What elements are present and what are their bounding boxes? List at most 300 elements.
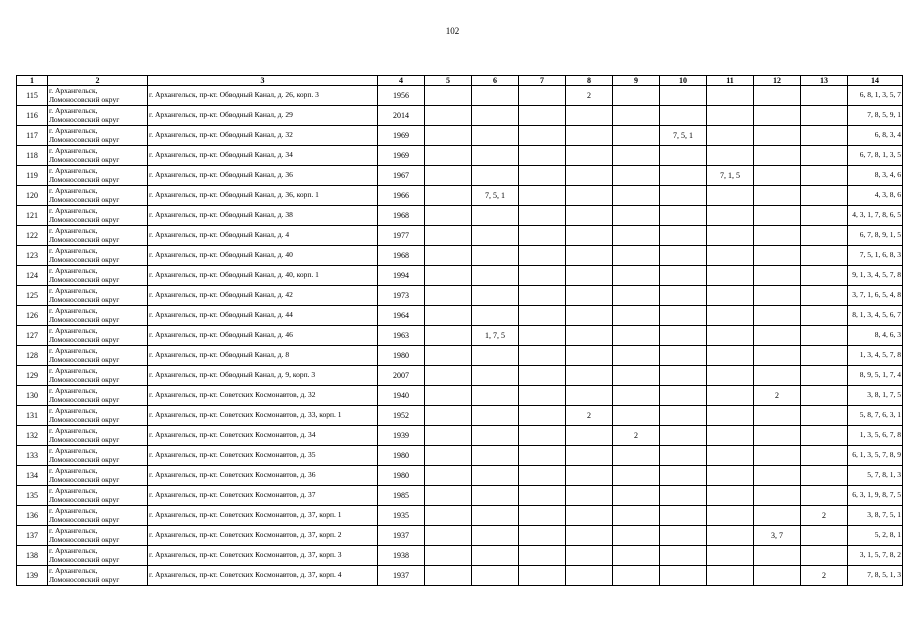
col6-cell <box>472 106 519 126</box>
address-cell: г. Архангельск, пр-кт. Обводный Канал, д. 38 <box>148 206 378 226</box>
row-number: 139 <box>17 566 48 586</box>
col12-cell: 3, 7 <box>754 526 801 546</box>
col8-cell <box>566 226 613 246</box>
column-header-6: 6 <box>472 76 519 86</box>
col7-cell <box>519 106 566 126</box>
col9-cell <box>613 166 660 186</box>
col7-cell <box>519 186 566 206</box>
table-row <box>17 206 903 226</box>
col13-cell <box>801 226 848 246</box>
col6-cell <box>472 206 519 226</box>
col11-cell <box>707 486 754 506</box>
district-cell: г. Архангельск, Ломоносовский округ <box>48 466 148 486</box>
col10-cell <box>660 246 707 266</box>
col14-cell: 4, 3, 8, 6 <box>848 186 903 206</box>
col14-cell: 6, 8, 3, 4 <box>848 126 903 146</box>
address-cell: г. Архангельск, пр-кт. Обводный Канал, д. 36, корп. 1 <box>148 186 378 206</box>
col5-cell <box>425 566 472 586</box>
address-cell: г. Архангельск, пр-кт. Обводный Канал, д. 4 <box>148 226 378 246</box>
column-header-9: 9 <box>613 76 660 86</box>
address-cell: г. Архангельск, пр-кт. Обводный Канал, д. 34 <box>148 146 378 166</box>
table-row <box>17 326 903 346</box>
col10-cell <box>660 486 707 506</box>
col14-cell: 1, 3, 4, 5, 7, 8 <box>848 346 903 366</box>
col13-cell <box>801 526 848 546</box>
col6-cell: 1, 7, 5 <box>472 326 519 346</box>
col6-cell <box>472 306 519 326</box>
col8-cell <box>566 546 613 566</box>
district-cell: г. Архангельск, Ломоносовский округ <box>48 86 148 106</box>
col7-cell <box>519 246 566 266</box>
col9-cell <box>613 186 660 206</box>
col7-cell <box>519 526 566 546</box>
col11-cell <box>707 266 754 286</box>
column-header-3: 3 <box>148 76 378 86</box>
col14-cell: 5, 7, 8, 1, 3 <box>848 466 903 486</box>
col13-cell <box>801 366 848 386</box>
col10-cell <box>660 206 707 226</box>
district-cell: г. Архангельск, Ломоносовский округ <box>48 306 148 326</box>
address-cell: г. Архангельск, пр-кт. Советских Космонавтов, д. 37 <box>148 486 378 506</box>
col5-cell <box>425 246 472 266</box>
col10-cell <box>660 346 707 366</box>
col6-cell <box>472 406 519 426</box>
column-header-7: 7 <box>519 76 566 86</box>
col7-cell <box>519 166 566 186</box>
year-cell: 1940 <box>378 386 425 406</box>
registry-table <box>16 75 903 586</box>
table-row <box>17 466 903 486</box>
col9-cell <box>613 86 660 106</box>
district-cell: г. Архангельск, Ломоносовский округ <box>48 326 148 346</box>
col8-cell <box>566 146 613 166</box>
row-number: 125 <box>17 286 48 306</box>
col10-cell <box>660 326 707 346</box>
col12-cell <box>754 346 801 366</box>
col8-cell <box>566 386 613 406</box>
col8-cell <box>566 286 613 306</box>
year-cell: 1980 <box>378 466 425 486</box>
col7-cell <box>519 406 566 426</box>
col13-cell <box>801 126 848 146</box>
col8-cell <box>566 466 613 486</box>
col5-cell <box>425 186 472 206</box>
col14-cell: 4, 3, 1, 7, 8, 6, 5 <box>848 206 903 226</box>
col9-cell <box>613 406 660 426</box>
row-number: 130 <box>17 386 48 406</box>
address-cell: г. Архангельск, пр-кт. Обводный Канал, д. 40 <box>148 246 378 266</box>
row-number: 117 <box>17 126 48 146</box>
col7-cell <box>519 506 566 526</box>
col8-cell <box>566 186 613 206</box>
row-number: 134 <box>17 466 48 486</box>
col13-cell <box>801 446 848 466</box>
col14-cell: 6, 8, 1, 3, 5, 7 <box>848 86 903 106</box>
column-header-12: 12 <box>754 76 801 86</box>
col11-cell <box>707 106 754 126</box>
address-cell: г. Архангельск, пр-кт. Советских Космонавтов, д. 37, корп. 1 <box>148 506 378 526</box>
row-number: 132 <box>17 426 48 446</box>
row-number: 123 <box>17 246 48 266</box>
col7-cell <box>519 86 566 106</box>
col11-cell <box>707 546 754 566</box>
col14-cell: 8, 4, 6, 3 <box>848 326 903 346</box>
col7-cell <box>519 206 566 226</box>
col12-cell <box>754 426 801 446</box>
col10-cell <box>660 566 707 586</box>
col6-cell: 7, 5, 1 <box>472 186 519 206</box>
table-row <box>17 486 903 506</box>
col5-cell <box>425 286 472 306</box>
col6-cell <box>472 366 519 386</box>
col11-cell <box>707 446 754 466</box>
row-number: 128 <box>17 346 48 366</box>
col6-cell <box>472 266 519 286</box>
col6-cell <box>472 86 519 106</box>
table-row <box>17 506 903 526</box>
address-cell: г. Архангельск, пр-кт. Советских Космонавтов, д. 34 <box>148 426 378 446</box>
col12-cell <box>754 86 801 106</box>
col6-cell <box>472 566 519 586</box>
col9-cell: 2 <box>613 426 660 446</box>
table-row <box>17 126 903 146</box>
year-cell: 1994 <box>378 266 425 286</box>
col7-cell <box>519 306 566 326</box>
district-cell: г. Архангельск, Ломоносовский округ <box>48 126 148 146</box>
district-cell: г. Архангельск, Ломоносовский округ <box>48 546 148 566</box>
col9-cell <box>613 486 660 506</box>
col11-cell <box>707 286 754 306</box>
col13-cell: 2 <box>801 566 848 586</box>
address-cell: г. Архангельск, пр-кт. Советских Космонавтов, д. 36 <box>148 466 378 486</box>
col13-cell <box>801 206 848 226</box>
col5-cell <box>425 306 472 326</box>
col7-cell <box>519 386 566 406</box>
year-cell: 2014 <box>378 106 425 126</box>
col13-cell <box>801 426 848 446</box>
col6-cell <box>472 346 519 366</box>
col8-cell <box>566 306 613 326</box>
col11-cell <box>707 366 754 386</box>
col14-cell: 3, 8, 7, 5, 1 <box>848 506 903 526</box>
row-number: 118 <box>17 146 48 166</box>
district-cell: г. Архангельск, Ломоносовский округ <box>48 286 148 306</box>
col13-cell <box>801 106 848 126</box>
col5-cell <box>425 366 472 386</box>
col7-cell <box>519 466 566 486</box>
table-row <box>17 566 903 586</box>
col7-cell <box>519 286 566 306</box>
column-header-10: 10 <box>660 76 707 86</box>
col12-cell <box>754 366 801 386</box>
col12-cell <box>754 506 801 526</box>
col13-cell <box>801 286 848 306</box>
col14-cell: 7, 8, 5, 1, 3 <box>848 566 903 586</box>
col6-cell <box>472 226 519 246</box>
col10-cell <box>660 546 707 566</box>
col6-cell <box>472 446 519 466</box>
col12-cell <box>754 266 801 286</box>
year-cell: 1964 <box>378 306 425 326</box>
row-number: 116 <box>17 106 48 126</box>
col12-cell: 2 <box>754 386 801 406</box>
district-cell: г. Архангельск, Ломоносовский округ <box>48 426 148 446</box>
col5-cell <box>425 326 472 346</box>
col9-cell <box>613 306 660 326</box>
year-cell: 1977 <box>378 226 425 246</box>
column-header-4: 4 <box>378 76 425 86</box>
col9-cell <box>613 246 660 266</box>
col5-cell <box>425 546 472 566</box>
col9-cell <box>613 546 660 566</box>
col8-cell <box>566 366 613 386</box>
district-cell: г. Архангельск, Ломоносовский округ <box>48 486 148 506</box>
col7-cell <box>519 226 566 246</box>
table-row <box>17 306 903 326</box>
col8-cell <box>566 166 613 186</box>
row-number: 137 <box>17 526 48 546</box>
col9-cell <box>613 206 660 226</box>
col6-cell <box>472 246 519 266</box>
table-row <box>17 226 903 246</box>
address-cell: г. Архангельск, пр-кт. Советских Космонавтов, д. 32 <box>148 386 378 406</box>
col8-cell <box>566 506 613 526</box>
col5-cell <box>425 166 472 186</box>
district-cell: г. Архангельск, Ломоносовский округ <box>48 106 148 126</box>
address-cell: г. Архангельск, пр-кт. Обводный Канал, д. 42 <box>148 286 378 306</box>
col14-cell: 3, 8, 1, 7, 5 <box>848 386 903 406</box>
col11-cell <box>707 346 754 366</box>
col5-cell <box>425 486 472 506</box>
col14-cell: 6, 1, 3, 5, 7, 8, 9 <box>848 446 903 466</box>
col11-cell <box>707 86 754 106</box>
col9-cell <box>613 126 660 146</box>
district-cell: г. Архангельск, Ломоносовский округ <box>48 506 148 526</box>
col12-cell <box>754 326 801 346</box>
col11-cell <box>707 246 754 266</box>
year-cell: 1967 <box>378 166 425 186</box>
row-number: 115 <box>17 86 48 106</box>
address-cell: г. Архангельск, пр-кт. Советских Космонавтов, д. 33, корп. 1 <box>148 406 378 426</box>
col14-cell: 7, 5, 1, 6, 8, 3 <box>848 246 903 266</box>
address-cell: г. Архангельск, пр-кт. Обводный Канал, д. 36 <box>148 166 378 186</box>
col12-cell <box>754 406 801 426</box>
col10-cell <box>660 166 707 186</box>
col10-cell <box>660 506 707 526</box>
col7-cell <box>519 346 566 366</box>
col5-cell <box>425 386 472 406</box>
col5-cell <box>425 106 472 126</box>
address-cell: г. Архангельск, пр-кт. Советских Космонавтов, д. 37, корп. 3 <box>148 546 378 566</box>
column-header-13: 13 <box>801 76 848 86</box>
col14-cell: 9, 1, 3, 4, 5, 7, 8 <box>848 266 903 286</box>
year-cell: 1969 <box>378 126 425 146</box>
col8-cell <box>566 566 613 586</box>
col8-cell <box>566 426 613 446</box>
col11-cell <box>707 306 754 326</box>
address-cell: г. Архангельск, пр-кт. Обводный Канал, д. 9, корп. 3 <box>148 366 378 386</box>
col12-cell <box>754 166 801 186</box>
col14-cell: 7, 8, 5, 9, 1 <box>848 106 903 126</box>
col10-cell <box>660 106 707 126</box>
table-row <box>17 546 903 566</box>
row-number: 129 <box>17 366 48 386</box>
col7-cell <box>519 266 566 286</box>
col6-cell <box>472 526 519 546</box>
col12-cell <box>754 466 801 486</box>
col6-cell <box>472 506 519 526</box>
year-cell: 1973 <box>378 286 425 306</box>
col14-cell: 1, 3, 5, 6, 7, 8 <box>848 426 903 446</box>
col13-cell <box>801 146 848 166</box>
table-row <box>17 166 903 186</box>
district-cell: г. Архангельск, Ломоносовский округ <box>48 186 148 206</box>
col10-cell <box>660 226 707 246</box>
col5-cell <box>425 206 472 226</box>
district-cell: г. Архангельск, Ломоносовский округ <box>48 386 148 406</box>
row-number: 138 <box>17 546 48 566</box>
col9-cell <box>613 506 660 526</box>
district-cell: г. Архангельск, Ломоносовский округ <box>48 166 148 186</box>
year-cell: 1937 <box>378 566 425 586</box>
col7-cell <box>519 546 566 566</box>
row-number: 133 <box>17 446 48 466</box>
district-cell: г. Архангельск, Ломоносовский округ <box>48 206 148 226</box>
table-row <box>17 106 903 126</box>
col11-cell <box>707 226 754 246</box>
col14-cell: 6, 3, 1, 9, 8, 7, 5 <box>848 486 903 506</box>
col10-cell <box>660 526 707 546</box>
col7-cell <box>519 486 566 506</box>
col8-cell <box>566 266 613 286</box>
row-number: 120 <box>17 186 48 206</box>
col14-cell: 3, 7, 1, 6, 5, 4, 8 <box>848 286 903 306</box>
col5-cell <box>425 146 472 166</box>
col5-cell <box>425 506 472 526</box>
district-cell: г. Архангельск, Ломоносовский округ <box>48 406 148 426</box>
row-number: 122 <box>17 226 48 246</box>
col11-cell: 7, 1, 5 <box>707 166 754 186</box>
row-number: 124 <box>17 266 48 286</box>
col10-cell <box>660 86 707 106</box>
col5-cell <box>425 406 472 426</box>
col13-cell <box>801 466 848 486</box>
district-cell: г. Архангельск, Ломоносовский округ <box>48 446 148 466</box>
year-cell: 1968 <box>378 246 425 266</box>
col12-cell <box>754 146 801 166</box>
col6-cell <box>472 126 519 146</box>
col13-cell <box>801 346 848 366</box>
col10-cell: 7, 5, 1 <box>660 126 707 146</box>
col6-cell <box>472 486 519 506</box>
col12-cell <box>754 446 801 466</box>
year-cell: 1966 <box>378 186 425 206</box>
col9-cell <box>613 386 660 406</box>
col6-cell <box>472 426 519 446</box>
year-cell: 1969 <box>378 146 425 166</box>
col8-cell <box>566 446 613 466</box>
column-header-1: 1 <box>17 76 48 86</box>
year-cell: 1963 <box>378 326 425 346</box>
address-cell: г. Архангельск, пр-кт. Советских Космонавтов, д. 37, корп. 4 <box>148 566 378 586</box>
address-cell: г. Архангельск, пр-кт. Обводный Канал, д. 44 <box>148 306 378 326</box>
col7-cell <box>519 366 566 386</box>
year-cell: 2007 <box>378 366 425 386</box>
col7-cell <box>519 326 566 346</box>
col12-cell <box>754 246 801 266</box>
col6-cell <box>472 546 519 566</box>
col11-cell <box>707 526 754 546</box>
header-row <box>17 76 903 86</box>
address-cell: г. Архангельск, пр-кт. Советских Космонавтов, д. 37, корп. 2 <box>148 526 378 546</box>
col12-cell <box>754 126 801 146</box>
col10-cell <box>660 426 707 446</box>
col13-cell <box>801 166 848 186</box>
table-row <box>17 266 903 286</box>
table-row <box>17 366 903 386</box>
district-cell: г. Архангельск, Ломоносовский округ <box>48 246 148 266</box>
col8-cell <box>566 106 613 126</box>
district-cell: г. Архангельск, Ломоносовский округ <box>48 366 148 386</box>
col13-cell: 2 <box>801 506 848 526</box>
col11-cell <box>707 186 754 206</box>
col12-cell <box>754 486 801 506</box>
table-row <box>17 246 903 266</box>
col7-cell <box>519 566 566 586</box>
col5-cell <box>425 466 472 486</box>
col13-cell <box>801 486 848 506</box>
col13-cell <box>801 86 848 106</box>
col9-cell <box>613 446 660 466</box>
page-number: 102 <box>445 26 460 36</box>
col5-cell <box>425 526 472 546</box>
col9-cell <box>613 346 660 366</box>
table-row <box>17 146 903 166</box>
col8-cell <box>566 246 613 266</box>
address-cell: г. Архангельск, пр-кт. Обводный Канал, д. 40, корп. 1 <box>148 266 378 286</box>
col10-cell <box>660 446 707 466</box>
year-cell: 1980 <box>378 446 425 466</box>
col7-cell <box>519 426 566 446</box>
col10-cell <box>660 186 707 206</box>
district-cell: г. Архангельск, Ломоносовский округ <box>48 566 148 586</box>
district-cell: г. Архангельск, Ломоносовский округ <box>48 346 148 366</box>
col11-cell <box>707 206 754 226</box>
col6-cell <box>472 386 519 406</box>
year-cell: 1952 <box>378 406 425 426</box>
col5-cell <box>425 126 472 146</box>
row-number: 136 <box>17 506 48 526</box>
year-cell: 1956 <box>378 86 425 106</box>
address-cell: г. Архангельск, пр-кт. Обводный Канал, д. 26, корп. 3 <box>148 86 378 106</box>
row-number: 126 <box>17 306 48 326</box>
col11-cell <box>707 466 754 486</box>
col8-cell <box>566 346 613 366</box>
col9-cell <box>613 266 660 286</box>
col9-cell <box>613 566 660 586</box>
year-cell: 1939 <box>378 426 425 446</box>
col9-cell <box>613 326 660 346</box>
col14-cell: 8, 3, 4, 6 <box>848 166 903 186</box>
address-cell: г. Архангельск, пр-кт. Обводный Канал, д. 8 <box>148 346 378 366</box>
row-number: 131 <box>17 406 48 426</box>
column-header-11: 11 <box>707 76 754 86</box>
col12-cell <box>754 546 801 566</box>
col8-cell <box>566 526 613 546</box>
col13-cell <box>801 546 848 566</box>
col12-cell <box>754 566 801 586</box>
col8-cell <box>566 126 613 146</box>
